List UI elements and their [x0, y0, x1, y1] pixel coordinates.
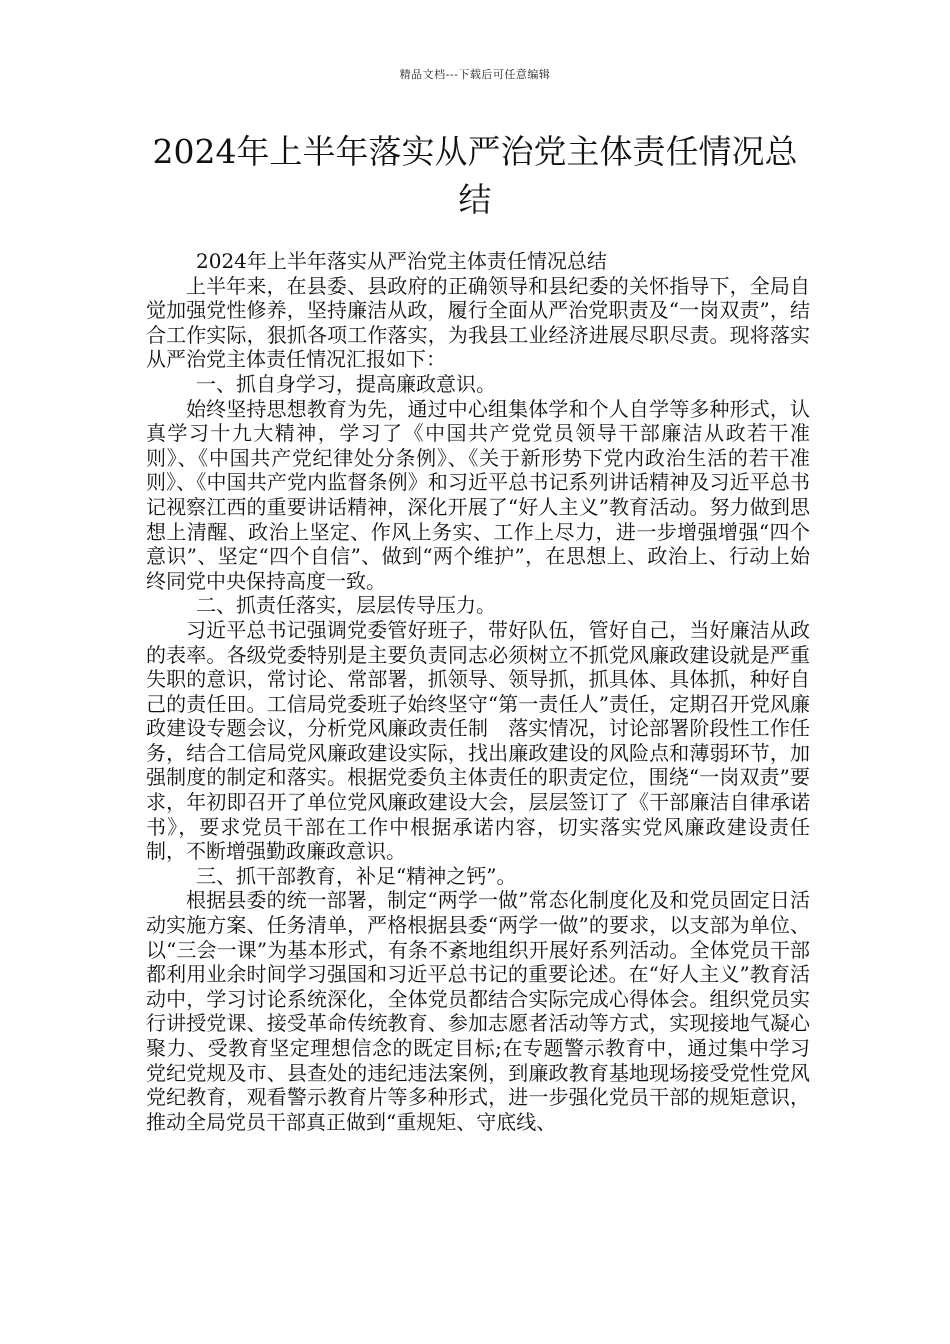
document-title: 2024年上半年落实从严治党主体责任情况总结	[152, 132, 798, 219]
section-body-2: 习近平总书记强调党委管好班子，带好队伍，管好自己，当好廉洁从政的表率。各级党委特别是主要负责同志必须树立不抓党风廉政建设就是严重失职的意识，常讨论、常部署，抓领导、领导抓，抓具体、具体抓，种好自己的责任田。工信局党委班子始终坚守“第一责任人”责任，定期召开党风廉政建设专题会议，分析党风廉政责任制 落实情况，讨论部署阶段性工作任务，结合工信局党风廉政建设实际，找出廉政建设的风险点和薄弱环节，加强制度的制定和落实。根据党委负主体责任的职责定位，围绕“一岗双责”要求，年初即召开了单位党风廉政建设大会，层层签订了《干部廉洁自律承诺书》，要求党员干部在工作中根据承诺内容，切实落实党风廉政建设责任制，不断增强勤政廉政意识。	[146, 617, 810, 864]
document-body	[146, 249, 810, 1134]
intro-paragraph: 上半年来，在县委、县政府的正确领导和县纪委的关怀指导下，全局自觉加强党性修养，坚持廉洁从政，履行全面从严治党职责及“一岗双责”，结合工作实际，狠抓各项工作落实，为我县工业经济进展尽职尽责。现将落实从严治党主体责任情况汇报如下：	[146, 273, 810, 372]
document-subtitle: 2024年上半年落实从严治党主体责任情况总结	[196, 249, 607, 273]
section-body-3: 根据县委的统一部署，制定“两学一做”常态化制度化及和党员固定日活动实施方案、任务清单，严格根据县委“两学一做”的要求，以支部为单位、以“三会一课”为基本形式，有条不紊地组织开展好系列活动。全体党员干部都利用业余时间学习强国和习近平总书记的重要论述。在“好人主义”教育活动中，学习讨论系统深化，全体党员都结合实际完成心得体会。组织党员实行讲授党课、接受革命传统教育、参加志愿者活动等方式，实现接地气凝心聚力、受教育坚定理想信念的既定目标;在专题警示教育中，通过集中学习党纪党规及市、县查处的违纪违法案例，到廉政教育基地现场接受党性党风党纪教育，观看警示教育片等多种形式，进一步强化党员干部的规矩意识，推动全局党员干部真正做到“重规矩、守底线、	[146, 888, 810, 1134]
section-heading-1: 一、抓自身学习，提高廉政意识。	[196, 371, 496, 396]
section-body-1: 始终坚持思想教育为先，通过中心组集体学和个人自学等多种形式，认真学习十九大精神，学习了《中国共产党党员领导干部廉洁从政若干准则》、《中国共产党纪律处分条例》、《关于新形势下党内政治生活的若干准则》、《中国共产党内监督条例》和习近平总书记系列讲话精神及习近平总书记视察江西的重要讲话精神，深化开展了“好人主义”教育活动。努力做到思想上清醒、政治上坚定、作风上务实、工作上尽力，进一步增强增强“四个意识”、坚定“四个自信”、做到“两个维护”，在思想上、政治上、行动上始终同党中央保持高度一致。	[146, 396, 810, 593]
section-heading-3: 三、抓干部教育，补足“精神之钙”。	[196, 863, 517, 888]
section-heading-2: 二、抓责任落实，层层传导压力。	[196, 593, 496, 618]
header-note: 精品文档---下载后可任意编辑	[399, 68, 551, 81]
